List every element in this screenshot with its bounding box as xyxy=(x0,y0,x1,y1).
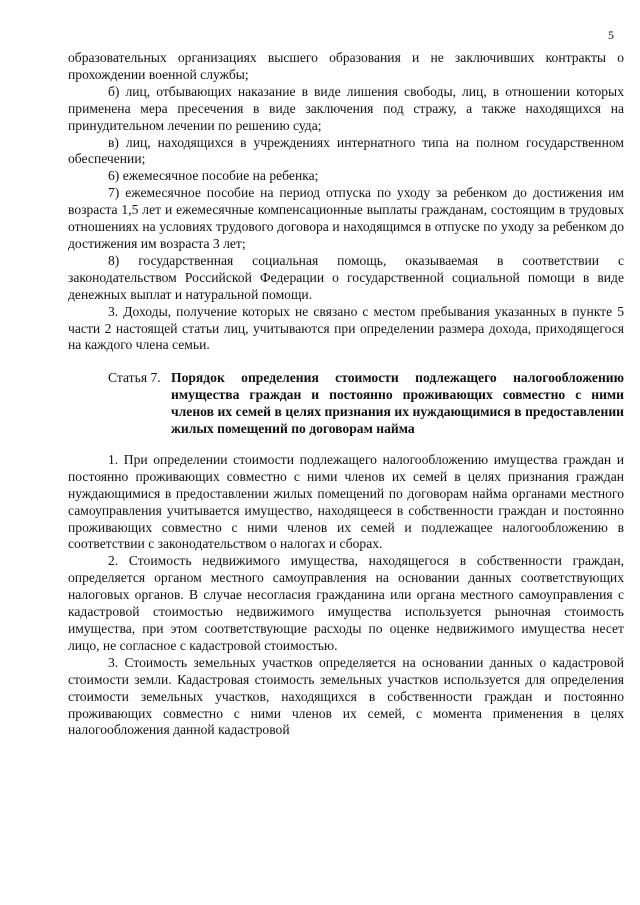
article-label: Статья 7. xyxy=(108,370,161,386)
page-number: 5 xyxy=(608,28,614,42)
paragraph-item-8: 8) государственная социальная помощь, оказываемая в соответствии с законодательством Российской Федерации о государственной социальной помощи в виде денежных выплат и натуральной помощи. xyxy=(68,252,624,302)
paragraph-continuation: образовательных организациях высшего образования и не заключивших контракты о прохождении военной службы; xyxy=(68,50,624,82)
document-body xyxy=(68,50,624,739)
paragraph-item-v: в) лиц, находящихся в учреждениях интернатного типа на полном государственном обеспечении; xyxy=(68,134,624,167)
article-heading xyxy=(68,370,624,438)
article-paragraph-2: 2. Стоимость недвижимого имущества, находящегося в собственности граждан, определяется органом местного самоуправления на основании данных соответствующих налоговых органов. В случае несогласия гражданина или органа местного самоуправления с кадастровой стоимостью недвижимого имущества используется рыночная стоимость имущества, при этом соответствующие расходы по оценке недвижимого имущества несет лицо, не согласное с кадастровой стоимостью. xyxy=(68,553,624,653)
paragraph-part-3: 3. Доходы, получение которых не связано с местом пребывания указанных в пункте 5 части 2 настоящей статьи лиц, учитываются при определении размера дохода, приходящегося на каждого члена семьи. xyxy=(68,303,624,353)
paragraph-item-6: 6) ежемесячное пособие на ребенка; xyxy=(108,168,319,184)
article-paragraph-3: 3. Стоимость земельных участков определяется на основании данных о кадастровой стоимости земли. Кадастровая стоимость земельных участков используется для определения стоимости земельных участков, находящихся в собственности граждан и постоянно проживающих совместно с ними членов их семей, с момента применения в целях налогообложения данной кадастровой xyxy=(68,654,624,738)
article-title: Порядок определения стоимости подлежащего налогообложению имущества граждан и постоянно проживающих совместно с ними членов их семей в целях признания их нуждающимися в предоставлении жилых помещений по договорам найма xyxy=(171,370,624,437)
paragraph-item-7: 7) ежемесячное пособие на период отпуска по уходу за ребенком до достижения им возраста 1,5 лет и ежемесячные компенсационные выплаты гражданам, состоящим в трудовых отношениях на условиях трудового договора и находящимся в отпуске по уходу за ребенком до достижения им возраста 3 лет; xyxy=(68,185,624,251)
paragraph-item-b: б) лиц, отбывающих наказание в виде лишения свободы, лиц, в отношении которых применена мера пресечения в виде заключения под стражу, а также находящихся на принудительном лечении по решению суда; xyxy=(68,83,624,133)
article-paragraph-1: 1. При определении стоимости подлежащего налогообложению имущества граждан и постоянно проживающих совместно с ними членов их семей в целях признания граждан нуждающимися в предоставлении жилых помещений по договорам найма органами местного самоуправления учитывается имущество, находящееся в собственности граждан и постоянно проживающих совместно с ними членов их семей и подлежащее налогообложению в соответствии с законодательством о налогах и сборах. xyxy=(68,451,624,552)
